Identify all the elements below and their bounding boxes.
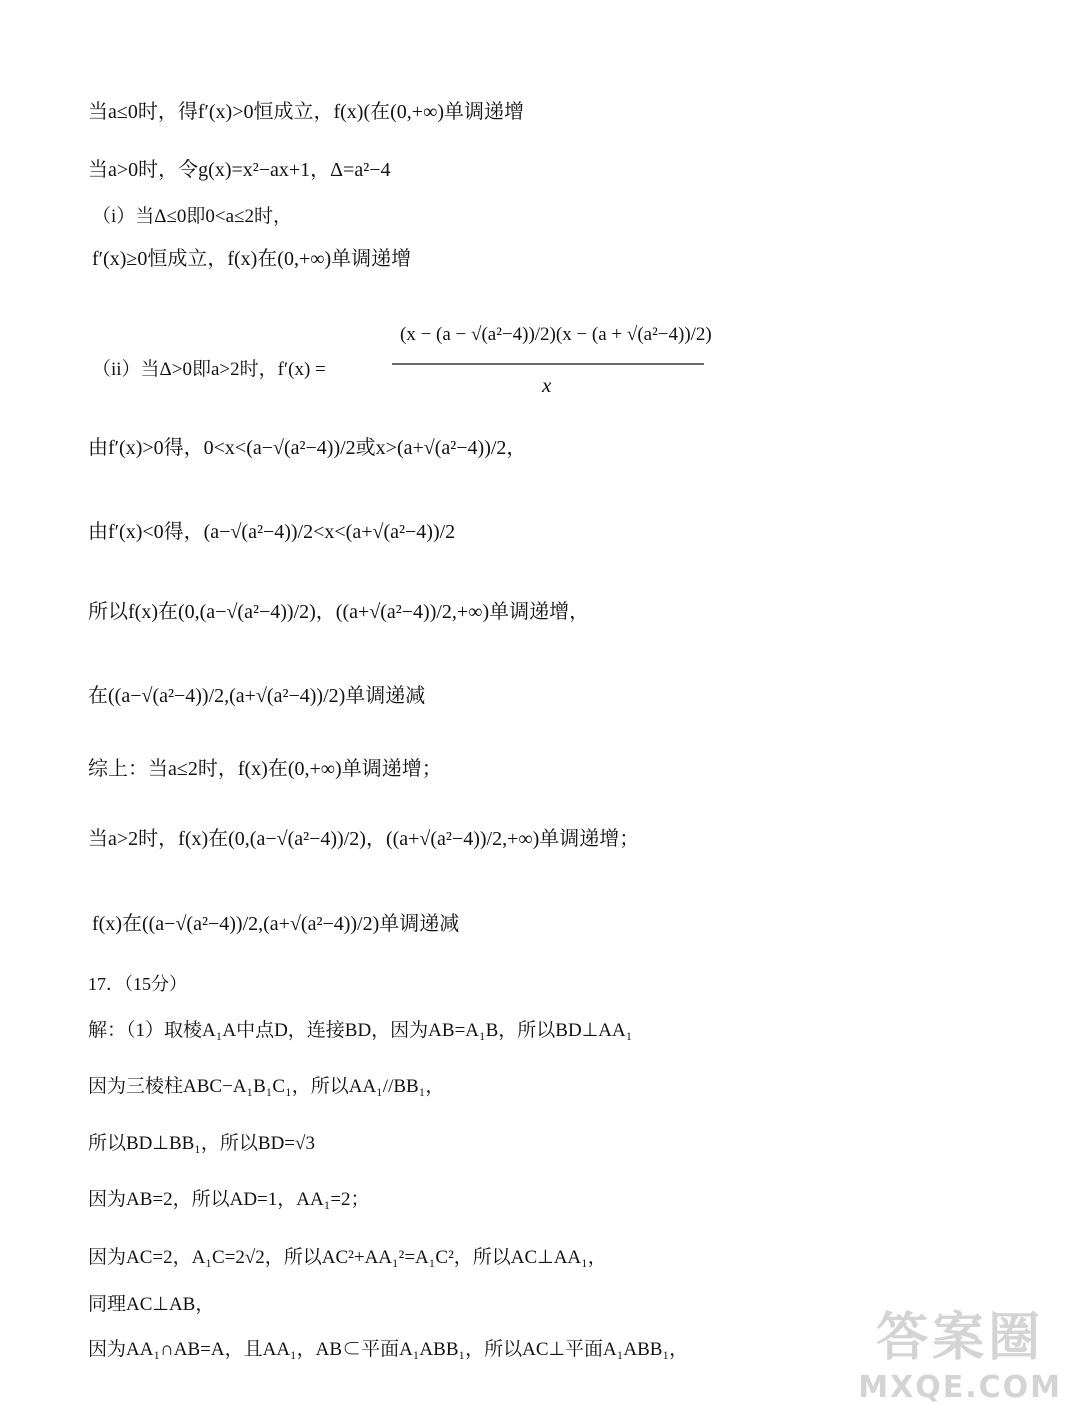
line-15 bbox=[88, 1075, 444, 1097]
line-2-text: 当a>0时，令g(x)=x²−ax+1，Δ=a²−4 bbox=[88, 159, 391, 181]
line-7-text: 由f′(x)<0得，(a−√(a²−4))/2<x<(a+√(a²−4))/2 bbox=[88, 521, 456, 543]
line-16 bbox=[88, 1132, 315, 1154]
line-7 bbox=[88, 520, 455, 543]
line-13 bbox=[88, 974, 187, 994]
line-9-text: 在((a−√(a²−4))/2,(a+√(a²−4))/2)单调递减 bbox=[88, 685, 426, 707]
line-2 bbox=[88, 158, 390, 181]
line-4-text: f′(x)≥0恒成立，f(x)在(0,+∞)单调递增 bbox=[92, 248, 412, 270]
line-8 bbox=[88, 600, 589, 623]
line-9 bbox=[88, 684, 425, 707]
line-5-prefix: （ii）当Δ>0即a>2时，f′(x) = bbox=[92, 359, 326, 380]
line-1 bbox=[88, 100, 524, 123]
line-14-text: 解：（1）取棱A₁A中点D，连接BD，因为AB=A₁B，所以BD⊥AA₁ bbox=[88, 1020, 633, 1041]
line-5-numerator: (x − (a − √(a²−4))/2)(x − (a + √(a²−4))/2) bbox=[400, 324, 712, 345]
line-16-text: 所以BD⊥BB₁，所以BD=√3 bbox=[88, 1133, 315, 1154]
line-8-text: 所以f(x)在(0,(a−√(a²−4))/2)，((a+√(a²−4))/2,+∞)单调递增， bbox=[88, 601, 590, 623]
line-11-text: 当a>2时，f(x)在(0,(a−√(a²−4))/2)，((a+√(a²−4))/2,+∞)单调递增； bbox=[88, 828, 640, 850]
line-20-text: 因为AA₁∩AB=A，且AA₁，AB⊂平面A₁ABB₁，所以AC⊥平面A₁ABB₁， bbox=[88, 1339, 689, 1360]
line-12 bbox=[92, 912, 459, 935]
line-11 bbox=[88, 827, 639, 850]
line-6 bbox=[88, 436, 526, 459]
line-10 bbox=[88, 757, 442, 780]
line-20 bbox=[88, 1338, 688, 1360]
watermark-line-2: MXQE.COM bbox=[858, 1370, 1062, 1405]
line-3 bbox=[92, 205, 292, 227]
line-19 bbox=[88, 1294, 214, 1315]
line-17 bbox=[88, 1188, 370, 1210]
line-14 bbox=[88, 1019, 632, 1041]
line-12-text: f(x)在((a−√(a²−4))/2,(a+√(a²−4))/2)单调递减 bbox=[92, 913, 460, 935]
line-6-text: 由f′(x)>0得，0<x<(a−√(a²−4))/2或x>(a+√(a²−4))/2， bbox=[88, 437, 527, 459]
line-19-text: 同理AC⊥AB， bbox=[88, 1294, 215, 1315]
line-10-text: 综上：当a≤2时，f(x)在(0,+∞)单调递增； bbox=[88, 758, 442, 780]
line-3-text: （i）当Δ≤0即0<a≤2时， bbox=[92, 206, 293, 227]
watermark-logo bbox=[858, 1295, 1062, 1405]
watermark-line-1: 答案圈 bbox=[876, 1308, 1045, 1368]
line-18 bbox=[88, 1246, 607, 1268]
line-15-text: 因为三棱柱ABC−A₁B₁C₁，所以AA₁//BB₁， bbox=[88, 1076, 445, 1097]
line-13-text: 17．（15分） bbox=[88, 974, 187, 994]
line-18-text: 因为AC=2，A₁C=2√2，所以AC²+AA₁²=A₁C²，所以AC⊥AA₁， bbox=[88, 1247, 607, 1268]
line-5 bbox=[92, 324, 712, 397]
line-5-denominator: x bbox=[542, 373, 552, 397]
line-17-text: 因为AB=2，所以AD=1，AA₁=2； bbox=[88, 1189, 370, 1210]
line-1-text: 当a≤0时，得f′(x)>0恒成立，f(x)(在(0,+∞)单调递增 bbox=[88, 101, 524, 123]
line-4 bbox=[92, 247, 411, 270]
